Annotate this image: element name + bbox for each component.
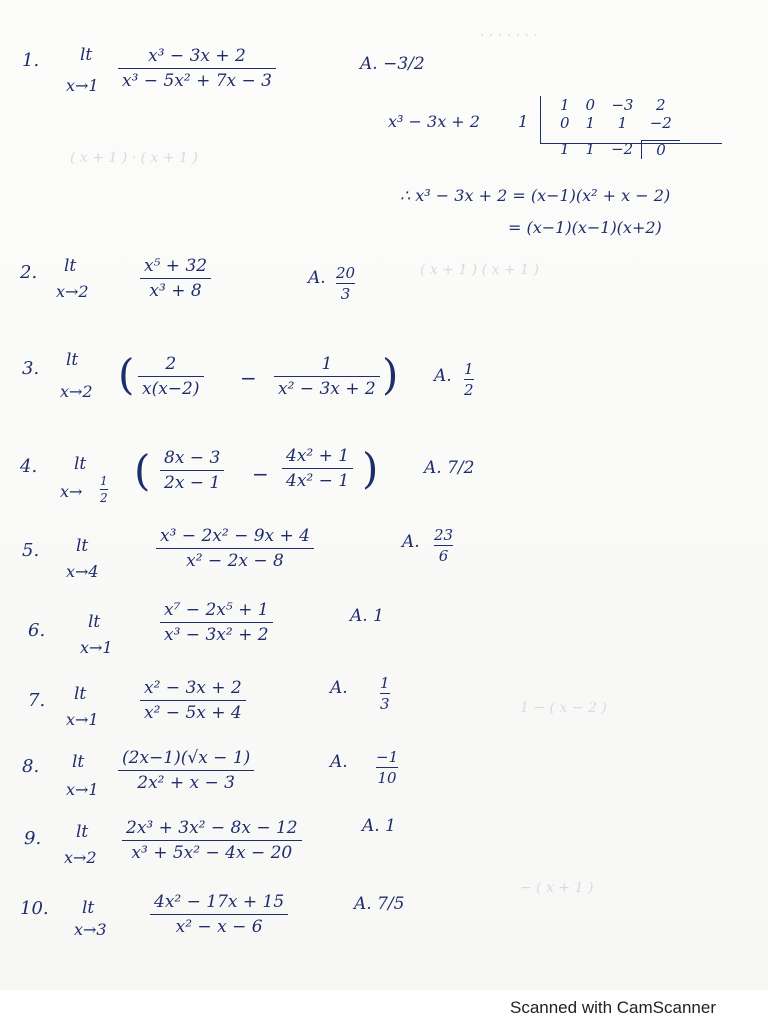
limit-label: lt — [76, 536, 89, 556]
limit-expression — [140, 256, 211, 301]
denominator: 4x² − 1 — [286, 471, 350, 491]
numerator: 2x³ + 3x² − 8x − 12 — [126, 818, 298, 838]
bleed-through: ( x + 1 ) · ( x + 1 ) — [70, 150, 198, 166]
cell: −3 — [611, 96, 634, 114]
limit-label: lt — [74, 684, 87, 704]
approach-numerator: 1 — [100, 474, 108, 488]
answer-label: A. — [330, 678, 348, 698]
answer-label: A. — [308, 268, 326, 288]
problem-number: 4. — [20, 456, 38, 477]
answer-denominator: 2 — [464, 381, 474, 399]
numerator: 4x² − 17x + 15 — [154, 892, 285, 912]
cell: 1 — [585, 114, 596, 132]
answer-numerator: −1 — [376, 748, 399, 766]
first-term — [138, 354, 204, 399]
answer-numerator: 20 — [336, 264, 356, 282]
answer-numerator: 1 — [380, 674, 390, 692]
minus-sign: − — [252, 462, 269, 486]
cell: 0 — [585, 96, 596, 114]
limit-expression — [156, 526, 314, 571]
numerator: 1 — [321, 354, 333, 374]
bleed-through: · · · · · · · — [480, 28, 538, 44]
problem-number: 3. — [22, 358, 40, 379]
limit-label: lt — [82, 898, 95, 918]
problem-5 — [0, 524, 768, 604]
denominator: x³ + 8 — [149, 281, 202, 301]
limit-approach: x→3 — [74, 920, 107, 939]
answer-label: A. — [330, 752, 348, 772]
limit-approach: x→ — [60, 482, 83, 501]
limit-label: lt — [66, 350, 79, 370]
division-root: 1 — [518, 112, 529, 131]
numerator: x² − 3x + 2 — [144, 678, 242, 698]
denominator: x³ − 5x² + 7x − 3 — [122, 71, 272, 91]
cell: 1 — [560, 140, 570, 159]
cell: 0 — [560, 114, 570, 132]
bleed-through: 1 − ( x − 2 ) — [520, 700, 607, 716]
numerator: x⁵ + 32 — [144, 256, 208, 276]
numerator: 8x − 3 — [164, 448, 221, 468]
limit-label: lt — [64, 256, 77, 276]
answer: A. 7/5 — [354, 894, 405, 914]
problem-number: 7. — [28, 690, 46, 711]
answer-fraction — [464, 360, 474, 399]
cell: −2 — [649, 114, 672, 132]
limit-label: lt — [72, 752, 85, 772]
denominator: x² − 2x − 8 — [186, 551, 284, 571]
answer-numerator: 23 — [434, 526, 454, 544]
limit-expression — [118, 748, 254, 793]
answer: A. −3/2 — [360, 54, 425, 74]
limit-approach: x→2 — [60, 382, 93, 401]
answer-fraction — [434, 526, 453, 565]
problem-4 — [0, 440, 768, 520]
approach-denominator: 2 — [100, 491, 108, 505]
problem-number: 1. — [22, 50, 40, 71]
answer-label: A. — [402, 532, 420, 552]
answer-denominator: 3 — [380, 695, 390, 713]
answer-label: A. — [434, 366, 452, 386]
remainder-cell: 0 — [642, 140, 680, 159]
answer-denominator: 3 — [340, 285, 351, 303]
open-paren: ( — [118, 350, 135, 399]
answer-fraction — [336, 264, 355, 303]
answer: A. 7/2 — [424, 458, 475, 478]
denominator: x(x−2) — [142, 379, 200, 399]
denominator: x³ + 5x² − 4x − 20 — [131, 843, 293, 863]
bleed-through: ( x + 1 ) ( x + 1 ) — [420, 262, 539, 278]
limit-approach: x→2 — [64, 848, 97, 867]
limit-label: lt — [88, 612, 101, 632]
denominator: 2x − 1 — [164, 473, 221, 493]
cell: 2 — [656, 96, 666, 114]
answer: A. 1 — [350, 606, 384, 626]
limit-label: lt — [76, 822, 89, 842]
numerator: (2x−1)(√x − 1) — [122, 748, 251, 768]
answer: A. 1 — [362, 816, 396, 836]
problem-number: 8. — [22, 756, 40, 777]
factorisation-line-2: = (x−1)(x−1)(x+2) — [508, 218, 662, 237]
limit-approach: x→1 — [66, 780, 99, 799]
close-paren: ) — [382, 350, 399, 399]
limit-expression — [160, 600, 273, 645]
answer-denominator: 10 — [377, 769, 397, 787]
problem-number: 6. — [28, 620, 46, 641]
limit-label: lt — [74, 454, 87, 474]
open-paren: ( — [134, 446, 151, 495]
problem-6 — [0, 598, 768, 678]
cell: 1 — [560, 96, 570, 114]
problem-10 — [0, 892, 768, 972]
approach-fraction — [100, 474, 108, 505]
answer-numerator: 1 — [464, 360, 474, 378]
cell: 1 — [585, 140, 596, 159]
limit-expression — [122, 818, 302, 863]
problem-number: 2. — [20, 262, 38, 283]
answer-fraction — [376, 748, 398, 787]
limit-expression — [140, 678, 246, 723]
limit-approach: x→1 — [66, 710, 99, 729]
problem-3 — [0, 346, 768, 426]
problem-number: 10. — [20, 898, 49, 919]
minus-sign: − — [240, 366, 257, 390]
limit-approach: x→4 — [66, 562, 99, 581]
numerator: 2 — [165, 354, 177, 374]
polynomial: x³ − 3x + 2 — [388, 112, 480, 131]
bleed-through: − ( x + 1 ) — [520, 880, 594, 896]
limit-label: lt — [80, 45, 93, 65]
limit-approach: x→2 — [56, 282, 89, 301]
numerator: 4x² + 1 — [286, 446, 350, 466]
problem-number: 9. — [24, 828, 42, 849]
scanner-watermark: Scanned with CamScanner — [509, 998, 716, 1017]
answer-denominator: 6 — [438, 547, 449, 565]
answer-fraction — [380, 674, 390, 713]
limit-approach: x→1 — [80, 638, 113, 657]
denominator: x² − 3x + 2 — [278, 379, 376, 399]
cell: −2 — [611, 140, 634, 159]
limit-approach: x→1 — [66, 76, 99, 95]
second-term — [274, 354, 380, 399]
synthetic-table — [552, 96, 680, 159]
problem-7 — [0, 674, 768, 754]
problem-8 — [0, 744, 768, 824]
denominator: x³ − 3x² + 2 — [164, 625, 269, 645]
problem-9 — [0, 816, 768, 896]
numerator: x³ − 2x² − 9x + 4 — [160, 526, 310, 546]
first-term — [160, 448, 224, 493]
problem-2 — [0, 250, 768, 330]
denominator: 2x² + x − 3 — [137, 773, 235, 793]
close-paren: ) — [362, 444, 379, 493]
limit-expression — [118, 46, 276, 91]
denominator: x² − 5x + 4 — [144, 703, 242, 723]
second-term — [282, 446, 353, 491]
limit-expression — [150, 892, 288, 937]
problem-number: 5. — [22, 540, 40, 561]
factorisation-line-1: ∴ x³ − 3x + 2 = (x−1)(x² + x − 2) — [400, 186, 671, 205]
numerator: x⁷ − 2x⁵ + 1 — [164, 600, 269, 620]
denominator: x² − x − 6 — [175, 917, 263, 937]
cell: 1 — [617, 114, 628, 132]
numerator: x³ − 3x + 2 — [148, 46, 246, 66]
